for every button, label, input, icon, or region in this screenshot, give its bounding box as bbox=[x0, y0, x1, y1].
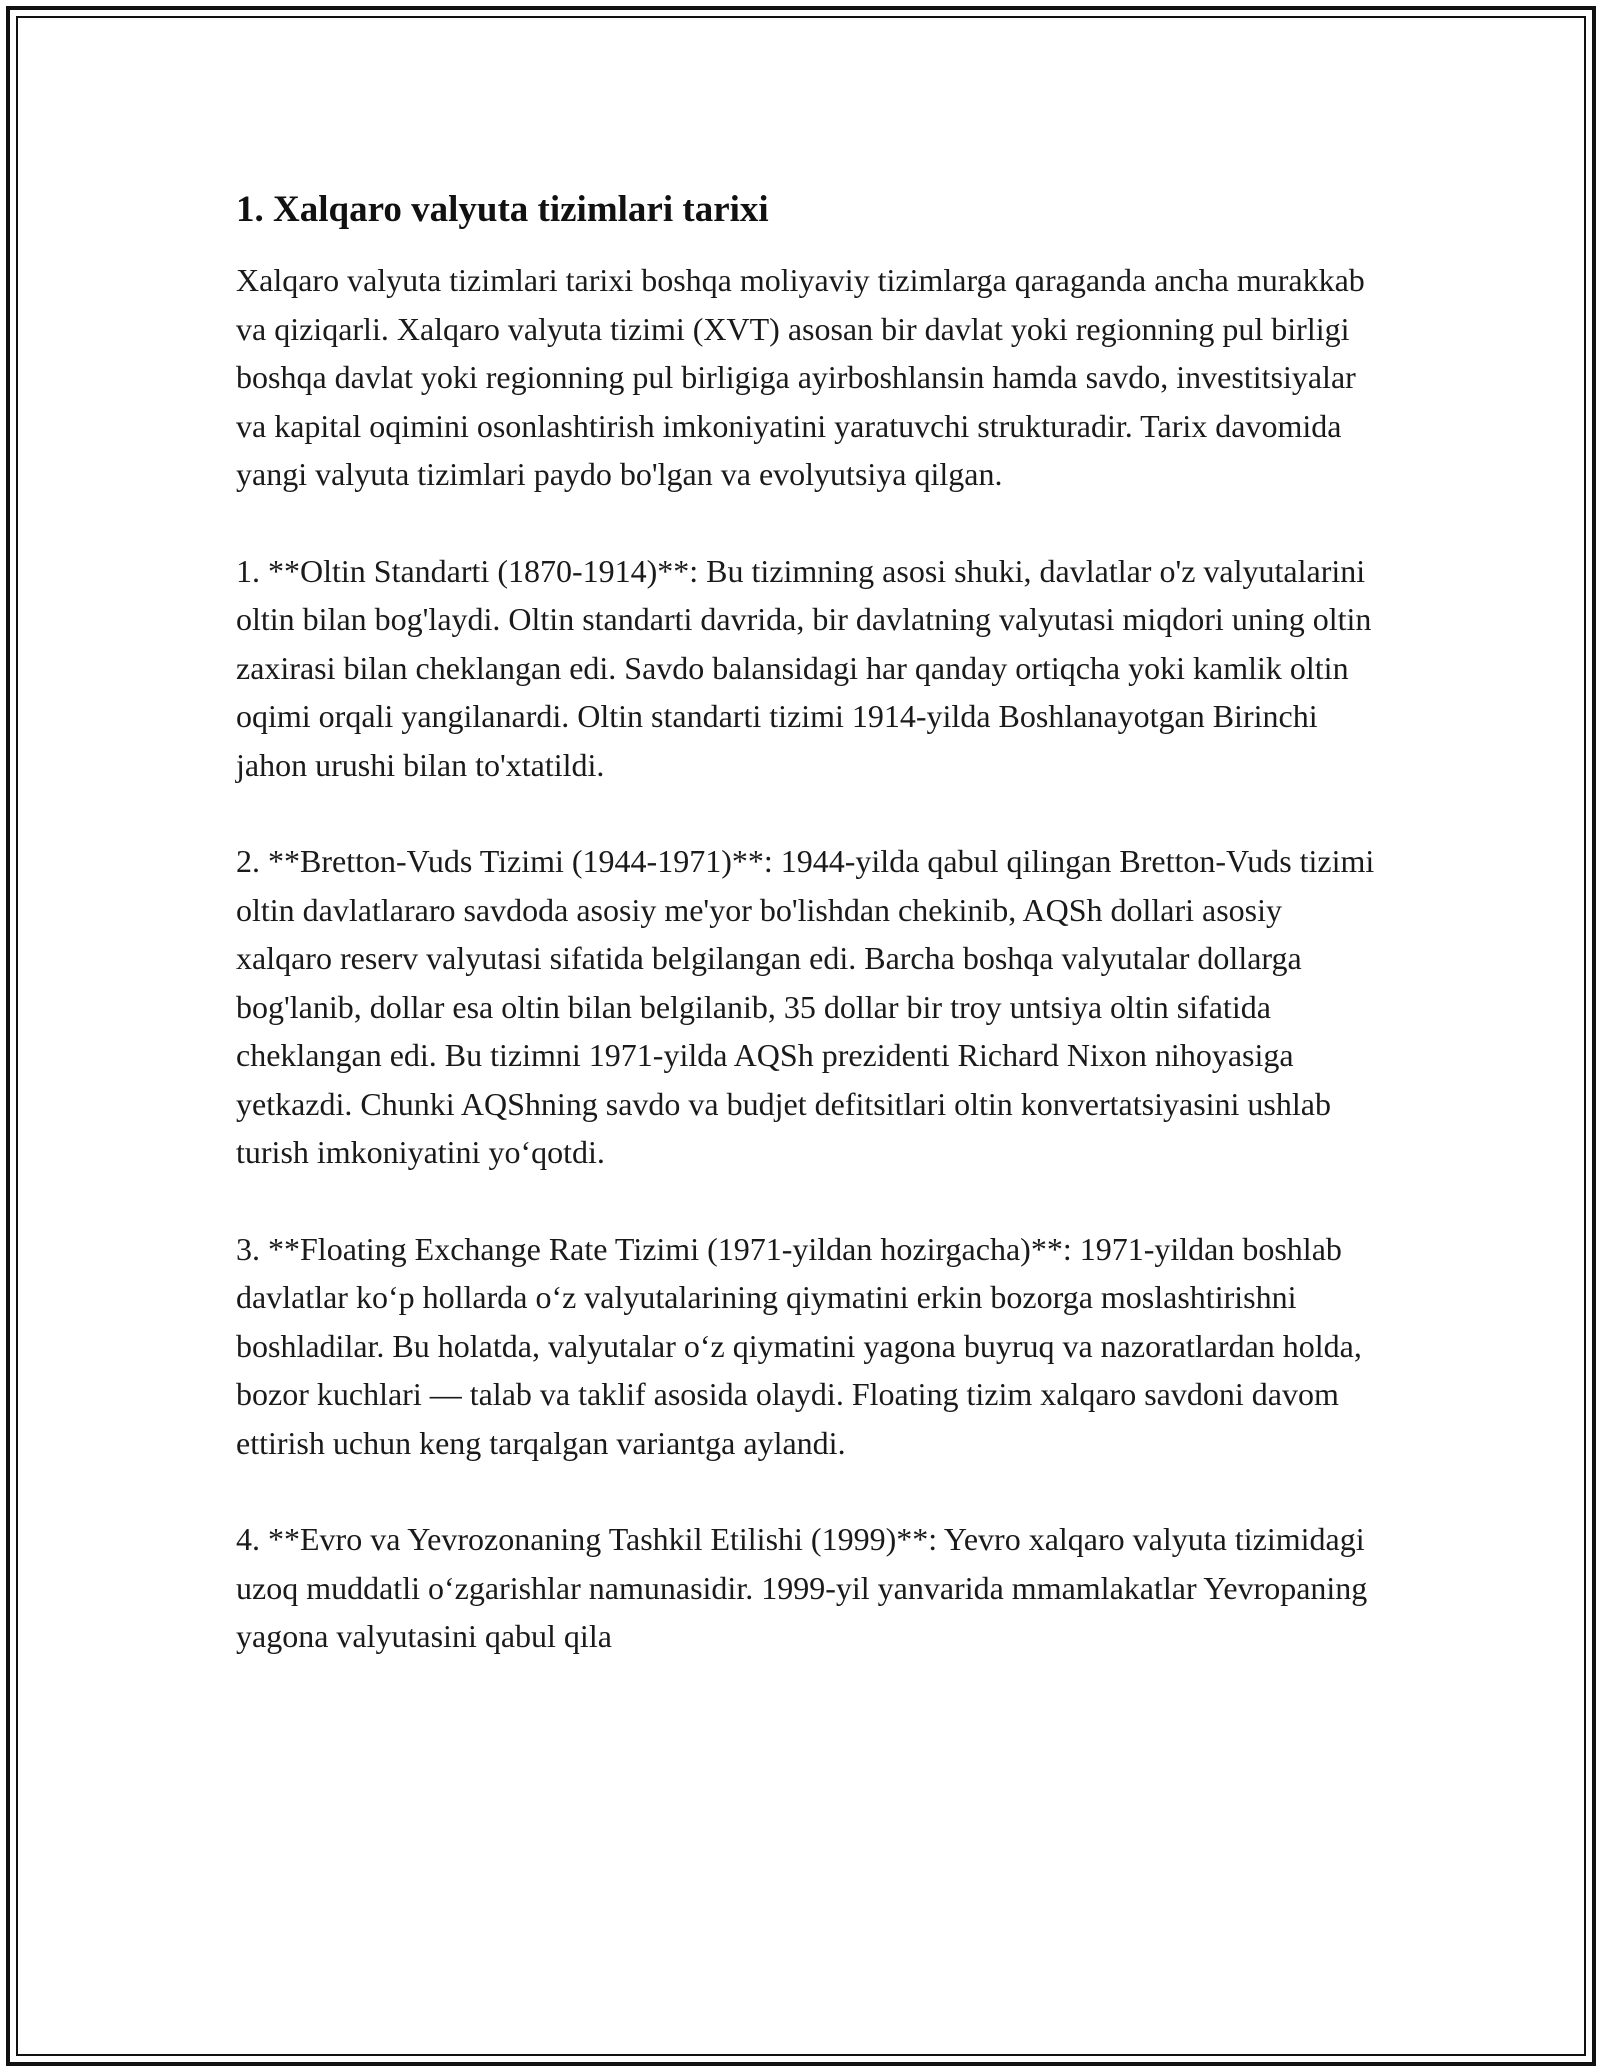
euro-paragraph: 4. **Evro va Yevrozonaning Tashkil Etilishi (1999)**: Yevro xalqaro valyuta tizimidagi uzoq muddatli o‘zgarishlar namunasidir. 1999-yil yanvarida mmamlakatlar Yevropaning yagona valyutasini qabul qila bbox=[236, 1521, 1368, 1654]
section-heading: 1. Xalqaro valyuta tizimlari tarixi bbox=[236, 189, 769, 230]
floating-rate-paragraph: 3. **Floating Exchange Rate Tizimi (1971-yildan hozirgacha)**: 1971-yildan boshlab davlatlar ko‘p hollarda o‘z valyutalarining qiymatini erkin bozorga moslashtirishni boshladilar. Bu holatda, valyutalar o‘z qiymatini yagona buyruq va nazoratlardan holda, bozor kuchlari — talab va taklif asosida olaydi. Floating tizim xalqaro savdoni davom ettirish uchun keng tarqalgan variantga aylandi. bbox=[236, 1230, 1362, 1461]
document-body bbox=[236, 186, 1376, 1709]
bretton-woods-paragraph: 2. **Bretton-Vuds Tizimi (1944-1971)**: 1944-yilda qabul qilingan Bretton-Vuds tizimi oltin davlatlararo savdoda asosiy me'yor bo'lishdan chekinib, AQSh dollari asosiy xalqaro reserv valyutasi sifatida belgilangan edi. Barcha boshqa valyutalar dollarga bog'lanib, dollar esa oltin bilan belgilanib, 35 dollar bir troy untsiya oltin sifatida cheklangan edi. Bu tizimni 1971-yilda AQSh prezidenti Richard Nixon nihoyasiga yetkazdi. Chunki AQShning savdo va budjet defitsitlari oltin konvertatsiyasini ushlab turish imkoniyatini yo‘qotdi. bbox=[236, 843, 1375, 1170]
intro-paragraph: Xalqaro valyuta tizimlari tarixi boshqa moliyaviy tizimlarga qaraganda ancha murakkab va qiziqarli. Xalqaro valyuta tizimi (XVT) asosan bir davlat yoki regionning pul birligi boshqa davlat yoki regionning pul birligiga ayirboshlansin hamda savdo, investitsiyalar va kapital oqimini osonlashtirish imkoniyatini yaratuvchi strukturadir. Tarix davomida yangi valyuta tizimlari paydo bo'lgan va evolyutsiya qilgan. bbox=[236, 262, 1365, 492]
gold-standard-paragraph: 1. **Oltin Standarti (1870-1914)**: Bu tizimning asosi shuki, davlatlar o'z valyutalarini oltin bilan bog'laydi. Oltin standarti davrida, bir davlatning valyutasi miqdori uning oltin zaxirasi bilan cheklangan edi. Savdo balansidagi har qanday ortiqcha yoki kamlik oltin oqimi orqali yangilanardi. Oltin standarti tizimi 1914-yilda Boshlanayotgan Birinchi jahon urushi bilan to'xtatildi. bbox=[236, 552, 1372, 783]
